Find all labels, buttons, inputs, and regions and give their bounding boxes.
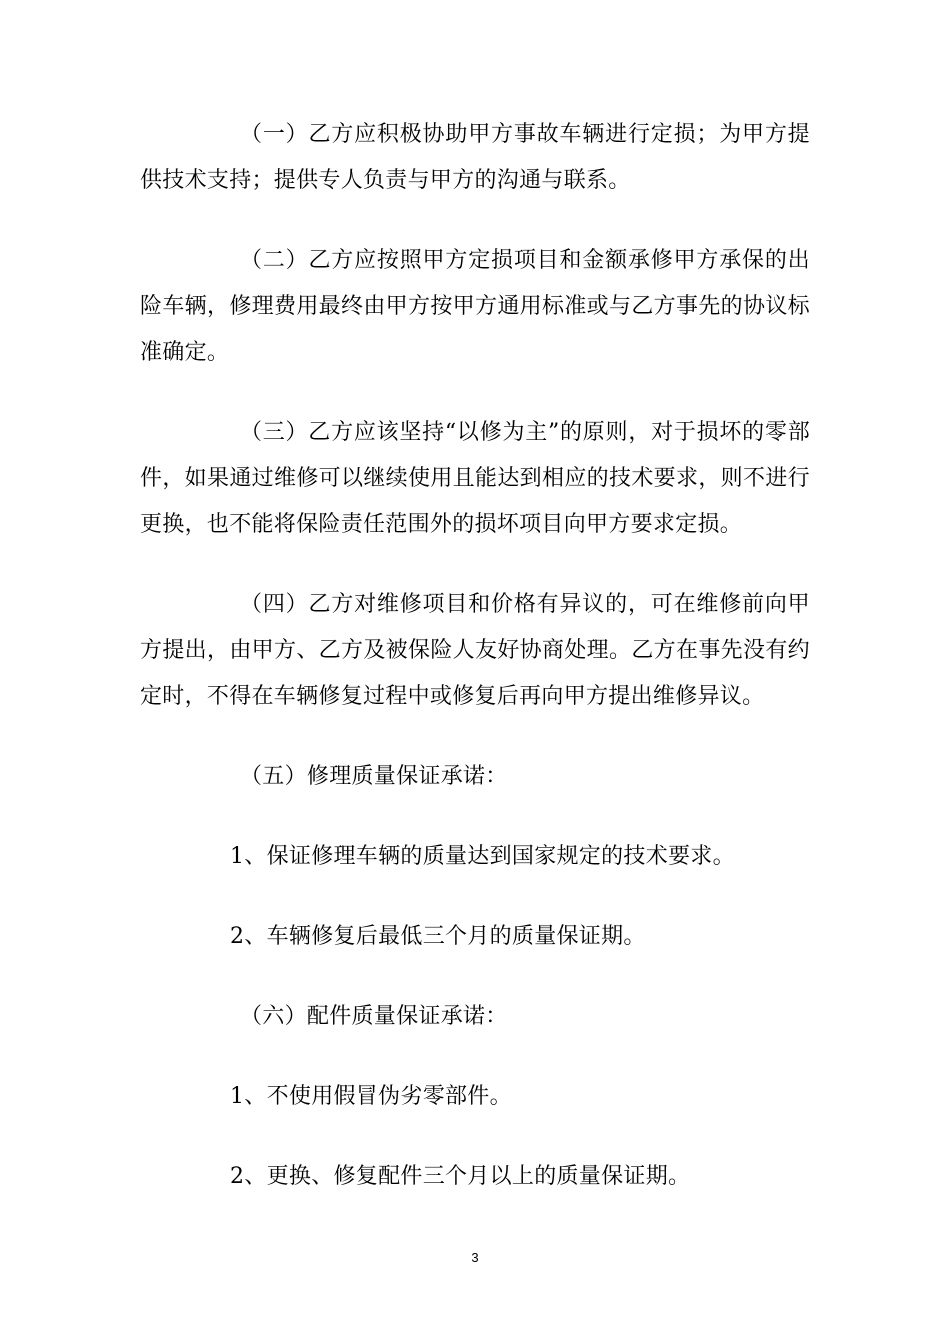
page-number: 3: [471, 1250, 479, 1265]
clause-1: （一）乙方应积极协助甲方事故车辆进行定损；为甲方提供技术支持；提供专人负责与甲方的沟通与联系。: [140, 122, 810, 193]
clause-3: （三）乙方应该坚持“以修为主”的原则，对于损坏的零部件，如果通过维修可以继续使用且能达到相应的技术要求，则不进行更换，也不能将保险责任范围外的损坏项目向甲方要求定损。: [140, 420, 810, 537]
clause-2: （二）乙方应按照甲方定损项目和金额承修甲方承保的出险车辆，修理费用最终由甲方按甲方通用标准或与乙方事先的协议标准确定。: [140, 248, 810, 365]
clause-6-heading: （六）配件质量保证承诺：: [240, 1004, 508, 1029]
clause-6-item-1: 1、不使用假冒伪劣零部件。: [230, 1084, 512, 1109]
clause-5-item-1: 1、保证修理车辆的质量达到国家规定的技术要求。: [230, 844, 735, 869]
document-body: [140, 112, 810, 1234]
clause-5-item-2: 2、车辆修复后最低三个月的质量保证期。: [230, 924, 646, 949]
clause-6-item-2: 2、更换、修复配件三个月以上的质量保证期。: [230, 1164, 691, 1189]
clause-5-heading: （五）修理质量保证承诺：: [240, 764, 508, 789]
clause-4: （四）乙方对维修项目和价格有异议的，可在维修前向甲方提出，由甲方、乙方及被保险人友好协商处理。乙方在事先没有约定时，不得在车辆修复过程中或修复后再向甲方提出维修异议。: [140, 592, 810, 709]
